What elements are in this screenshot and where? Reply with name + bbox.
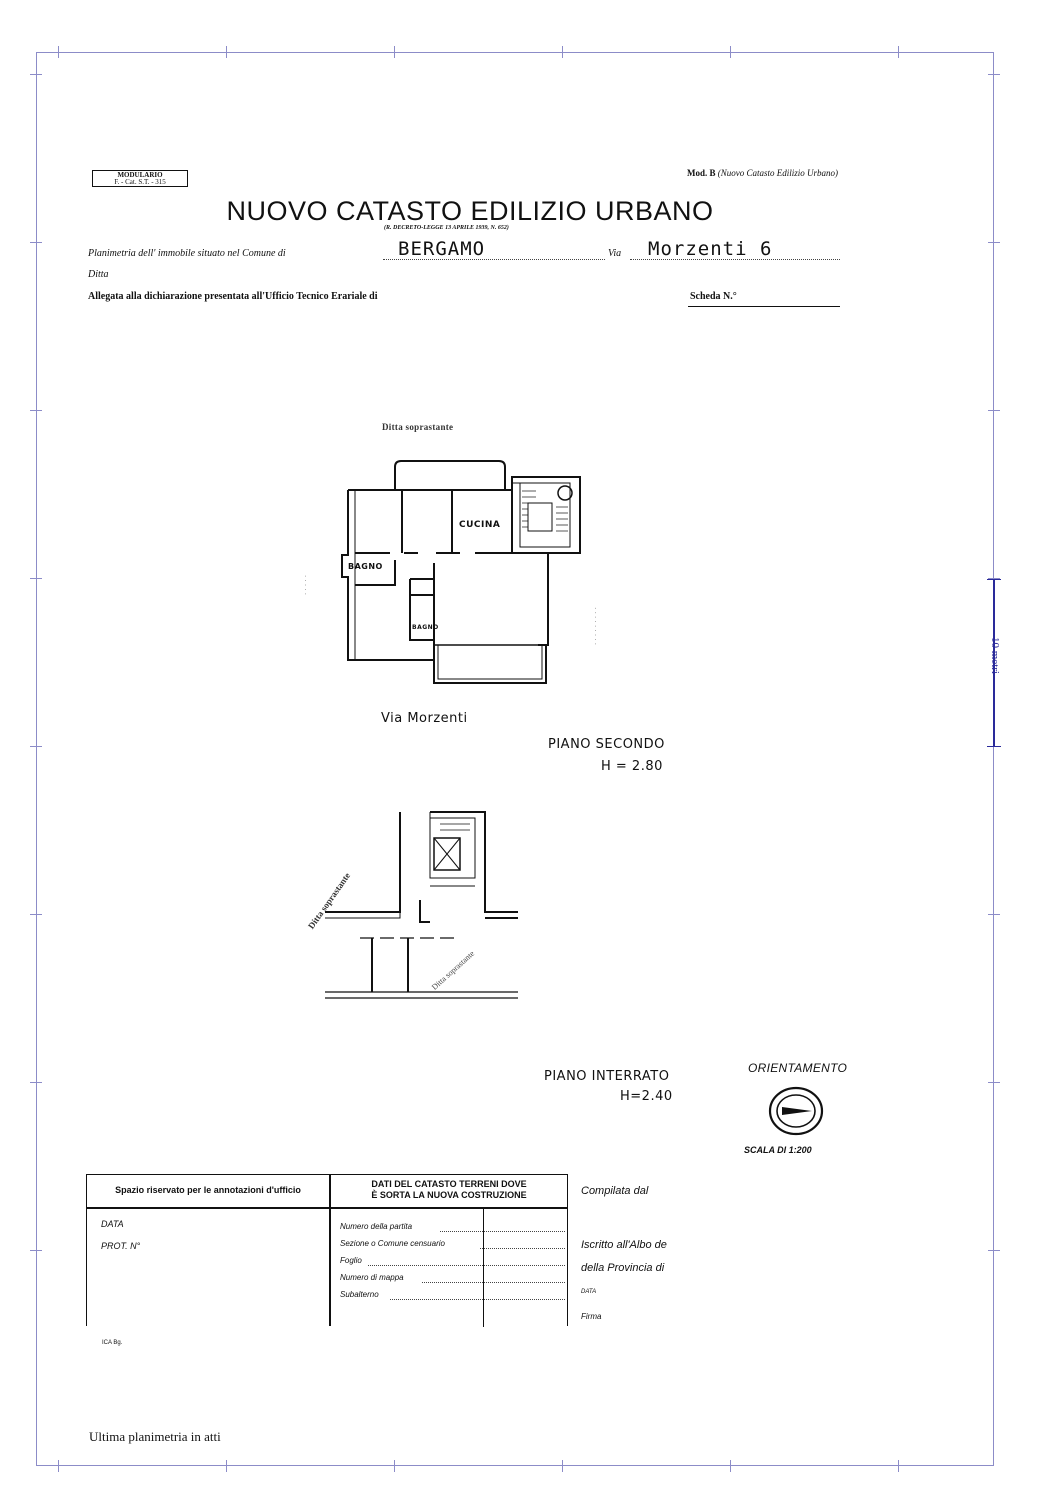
frame-tick <box>898 1460 899 1472</box>
modulario-line2: F. - Cat. S.T. - 315 <box>114 178 166 186</box>
ditta-label: Ditta <box>88 269 109 280</box>
room-bagno-1: BAGNO <box>348 562 383 571</box>
frame-tick <box>730 1460 731 1472</box>
table-row: Foglio <box>340 1256 362 1265</box>
orientation-title: ORIENTAMENTO <box>748 1061 848 1075</box>
compass-icon <box>766 1085 826 1137</box>
upper-floor-name: PIANO SECONDO <box>548 737 665 752</box>
upper-top-label: Ditta soprastante <box>382 422 454 432</box>
table-subdivider <box>483 1209 484 1327</box>
frame-tick <box>562 46 563 58</box>
annotations-table <box>86 1174 568 1326</box>
firma-label: Firma <box>581 1312 602 1321</box>
lower-label-left: Ditta soprastante <box>306 870 353 931</box>
mod-b-label <box>687 168 838 178</box>
prot-label: PROT. N° <box>101 1241 141 1251</box>
row-dots <box>390 1299 565 1300</box>
frame-tick <box>988 1082 1000 1083</box>
modulario-line1: MODULARIO <box>117 171 163 179</box>
ica-label: ICA Bg. <box>102 1340 123 1346</box>
page-title: NUOVO CATASTO EDILIZIO URBANO <box>226 196 714 226</box>
modulario-box <box>92 170 188 187</box>
frame-tick <box>394 46 395 58</box>
col2-header-line1: DATI DEL CATASTO TERRENI DOVE <box>371 1179 527 1189</box>
table-row: Sezione o Comune censuario <box>340 1239 445 1248</box>
frame-tick <box>988 410 1000 411</box>
row-dots <box>368 1265 565 1266</box>
allegata-label: Allegata alla dichiarazione presentata all'Ufficio Tecnico Erariale di <box>88 291 378 302</box>
comune-value: BERGAMO <box>398 238 486 260</box>
table-row: Subalterno <box>340 1290 379 1299</box>
frame-tick <box>988 914 1000 915</box>
frame-tick <box>226 46 227 58</box>
frame-tick <box>988 242 1000 243</box>
col2-header <box>331 1179 567 1201</box>
compilata-dal: Compilata dal <box>581 1185 649 1197</box>
frame-tick <box>30 1082 42 1083</box>
iscritto-label: Iscritto all'Albo de <box>581 1239 667 1251</box>
frame-tick <box>394 1460 395 1472</box>
frame-tick <box>30 578 42 579</box>
via-label: Via <box>608 248 622 259</box>
via-value: Morzenti 6 <box>648 238 773 260</box>
frame-tick <box>30 242 42 243</box>
frame-tick <box>30 746 42 747</box>
frame-tick <box>30 74 42 75</box>
lower-floor-plan <box>300 800 530 1015</box>
compilata-data: DATA <box>581 1289 597 1295</box>
mod-b: Mod. B <box>686 168 716 178</box>
scheda-line <box>688 306 840 307</box>
col2-header-line2: È SORTA LA NUOVA COSTRUZIONE <box>371 1190 527 1200</box>
lower-label-right: Ditta soprastante <box>430 948 477 992</box>
planimetria-label: Planimetria dell' immobile situato nel Comune di <box>88 248 286 259</box>
upper-floor-plan <box>300 455 620 695</box>
scale-bar-cap <box>987 579 1001 580</box>
row-dots <box>422 1282 565 1283</box>
lower-floor-height: H=2.40 <box>620 1089 673 1104</box>
frame-tick <box>988 74 1000 75</box>
frame-tick <box>30 410 42 411</box>
table-header-rule <box>87 1207 567 1209</box>
table-row: Numero della partita <box>340 1222 413 1231</box>
room-bagno-2: BAGNO <box>412 624 439 631</box>
footer-note: Ultima planimetria in atti <box>89 1429 221 1444</box>
lower-floor-name: PIANO INTERRATO <box>544 1069 670 1084</box>
frame-tick <box>898 46 899 58</box>
upper-floor-height: H = 2.80 <box>601 759 663 774</box>
svg-text:· · · · ·: · · · · · <box>302 574 310 595</box>
orientation-scale: SCALA DI 1:200 <box>744 1145 812 1155</box>
frame-tick <box>226 1460 227 1472</box>
decreto-note: (R. DECRETO-LEGGE 13 APRILE 1939, N. 652) <box>384 225 509 231</box>
frame-tick <box>58 1460 59 1472</box>
svg-text:· · · · · · · · ·: · · · · · · · · · <box>592 607 600 645</box>
frame-tick <box>58 46 59 58</box>
mod-b-note: (Nuovo Catasto Edilizio Urbano) <box>717 168 838 178</box>
scale-bar-label: 10 metri <box>989 637 1001 674</box>
row-dots <box>440 1231 565 1232</box>
frame-tick <box>30 914 42 915</box>
street-label: Via Morzenti <box>381 711 468 726</box>
scheda-label: Scheda N.° <box>690 291 737 302</box>
scale-bar-cap <box>987 746 1001 747</box>
provincia-label: della Provincia di <box>581 1262 665 1274</box>
frame-tick <box>988 1250 1000 1251</box>
data-label: DATA <box>101 1219 124 1229</box>
row-dots <box>480 1248 565 1249</box>
room-cucina: CUCINA <box>459 520 501 530</box>
frame-tick <box>562 1460 563 1472</box>
table-row: Numero di mappa <box>340 1273 404 1282</box>
col1-header: Spazio riservato per le annotazioni d'ufficio <box>115 1185 301 1195</box>
frame-tick <box>730 46 731 58</box>
frame-tick <box>30 1250 42 1251</box>
